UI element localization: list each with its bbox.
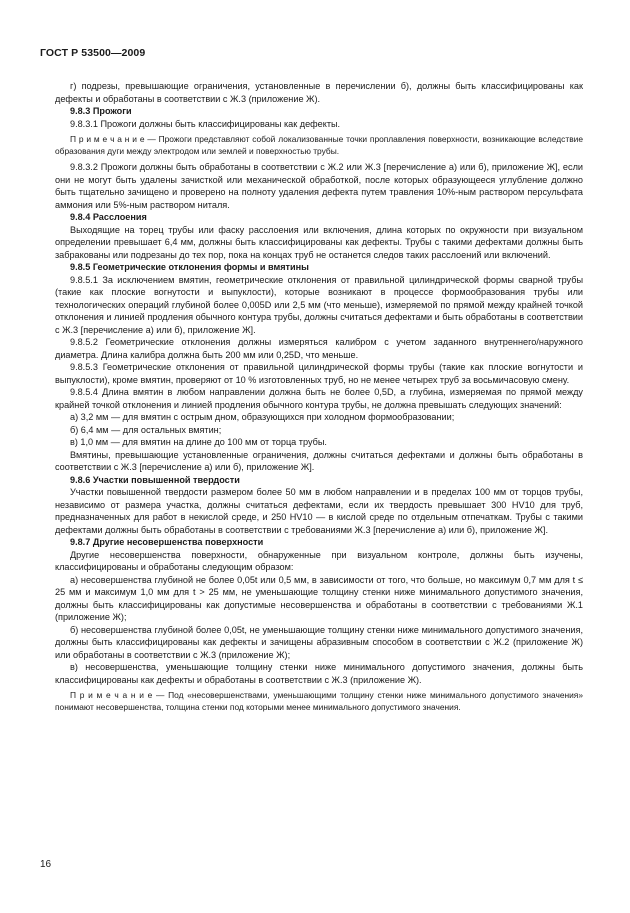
section-heading: 9.8.3 Прожоги: [70, 106, 132, 116]
section-heading: 9.8.5 Геометрические отклонения формы и вмятины: [70, 262, 309, 272]
standard-header: ГОСТ Р 53500—2009: [40, 47, 146, 59]
list-item: в) несовершенства, уменьшающие толщину стенки ниже минимального допустимого значения, должны быть классифицированы как дефекты и обработаны в соответствии с Ж.3 (приложение Ж).: [55, 662, 583, 685]
list-item: а) несовершенства глубиной не более 0,05t или 0,5 мм, в зависимости от того, что больше, но максимум 0,7 мм для t ≤ 25 мм и максимум 1,0 мм для t > 25 мм, не уменьшающие толщину стенки ниже минимального допустимого значения, должны быть классифицированы как допустимые несовершенства и обработаны в соответствии с требованиями Ж.1 (приложение Ж);: [55, 574, 583, 622]
list-item: б) 6,4 мм — для остальных вмятин;: [70, 424, 222, 435]
paragraph: г) подрезы, превышающие ограничения, установленные в перечислении б), должны быть классифицированы как дефекты и обработаны в соответствии с Ж.3 (приложение Ж).: [55, 81, 583, 104]
list-item: в) 1,0 мм — для вмятин на длине до 100 мм от торца трубы.: [70, 437, 327, 447]
note: П р и м е ч а н и е — Под «несовершенствами, уменьшающими толщину стенки ниже минимального допустимого значения» понимают несовершенства, толщина стенки под которыми менее минимального допустимого значения.: [55, 690, 583, 712]
section-heading: 9.8.4 Расслоения: [70, 212, 147, 222]
page-number: 16: [40, 859, 52, 870]
paragraph: 9.8.5.3 Геометрические отклонения от правильной цилиндрической формы трубы (такие как плоские вогнутости и выпуклости), кроме вмятин, проверяют от 10 % изготовленных труб, но не менее четырех труб за восьмичасовую смену.: [55, 362, 583, 385]
section-heading: 9.8.6 Участки повышенной твердости: [70, 474, 240, 485]
list-item: б) несовершенства глубиной более 0,05t, не уменьшающие толщину стенки ниже минимального допустимого значения, должны быть классифицированы как дефекты и зачищены абразивным способом в соответствии с Ж.2 (приложение Ж) или обработаны в соответствии с Ж.3 (приложение Ж);: [55, 624, 583, 660]
paragraph: 9.8.5.1 За исключением вмятин, геометрические отклонения от правильной цилиндрической формы сварной трубы (такие как плоские вогнутости и выпуклости), которые возникают в процессе формообразования трубы или технологических операций глубиной более 0,005D или 2,5 мм (что меньше), измеряемой по прямой между крайней точкой отклонения и линией продления обычного контура трубы, должны считаться дефектами и быть обработаны в соответствии с Ж.3 [перечисление а) или б), приложение Ж].: [55, 274, 583, 335]
note: П р и м е ч а н и е — Прожоги представляют собой локализованные точки проплавления поверхности, возникающие вследствие образования дуги между электродом или землей и поверхностью трубы.: [55, 134, 583, 156]
paragraph: Выходящие на торец трубы или фаску расслоения или включения, длина которых по окружности при визуальном определении превышает 6,4 мм, должны быть классифицированы как дефекты. Трубы с такими дефектами должны быть забракованы или подрезаны до тех пор, пока на концах труб не останется следов таких расслоений или включений.: [55, 224, 583, 260]
paragraph: 9.8.5.4 Длина вмятин в любом направлении должна быть не более 0,5D, а глубина, измеряемая по прямой между крайней точкой отклонения и линией продления обычного контура трубы, не должна превышать следующих значений:: [55, 387, 583, 410]
paragraph: Вмятины, превышающие установленные ограничения, должны считаться дефектами и должны быть обработаны в соответствии с Ж.3 [перечисление а) или б), приложение Ж].: [55, 449, 583, 472]
document-body: [55, 80, 583, 713]
section-heading: 9.8.7 Другие несовершенства поверхности: [70, 537, 264, 547]
paragraph: 9.8.5.2 Геометрические отклонения должны измеряться калибром с учетом заданного внутреннего/наружного диаметра. Длина калибра должна быть 200 мм или 0,25D, что меньше.: [55, 337, 583, 360]
list-item: а) 3,2 мм — для вмятин с острым дном, образующихся при холодном формообразовании;: [70, 412, 455, 422]
paragraph: Участки повышенной твердости размером более 50 мм в любом направлении и в пределах 100 мм от торцов трубы, независимо от размера участка, должны считаться дефектами, если их твердость превышает 300 HV10 для труб, предназначенных для работ в некислой среде, и 250 HV10 — в кислой среде по отдельным отпечаткам. Трубы с такими дефектами должны быть обработаны в соответствии с требованиями Ж.3 [перечисление а) или б), приложение Ж].: [55, 487, 583, 535]
paragraph: Другие несовершенства поверхности, обнаруженные при визуальном контроле, должны быть изучены, классифицированы и обработаны следующим образом:: [55, 549, 583, 572]
paragraph: 9.8.3.1 Прожоги должны быть классифицированы как дефекты.: [70, 118, 341, 129]
paragraph: 9.8.3.2 Прожоги должны быть обработаны в соответствии с Ж.2 или Ж.3 [перечисление а) или б), приложение Ж], если они не могут быть удалены зачисткой или механической обработкой, после которых образующееся углубление должно быть тщательно зачищено и проверено на полноту удаления дефекта путем травления 10%-ным раствором персульфата аммония или 5%-ным раствором ниталя.: [55, 162, 583, 210]
